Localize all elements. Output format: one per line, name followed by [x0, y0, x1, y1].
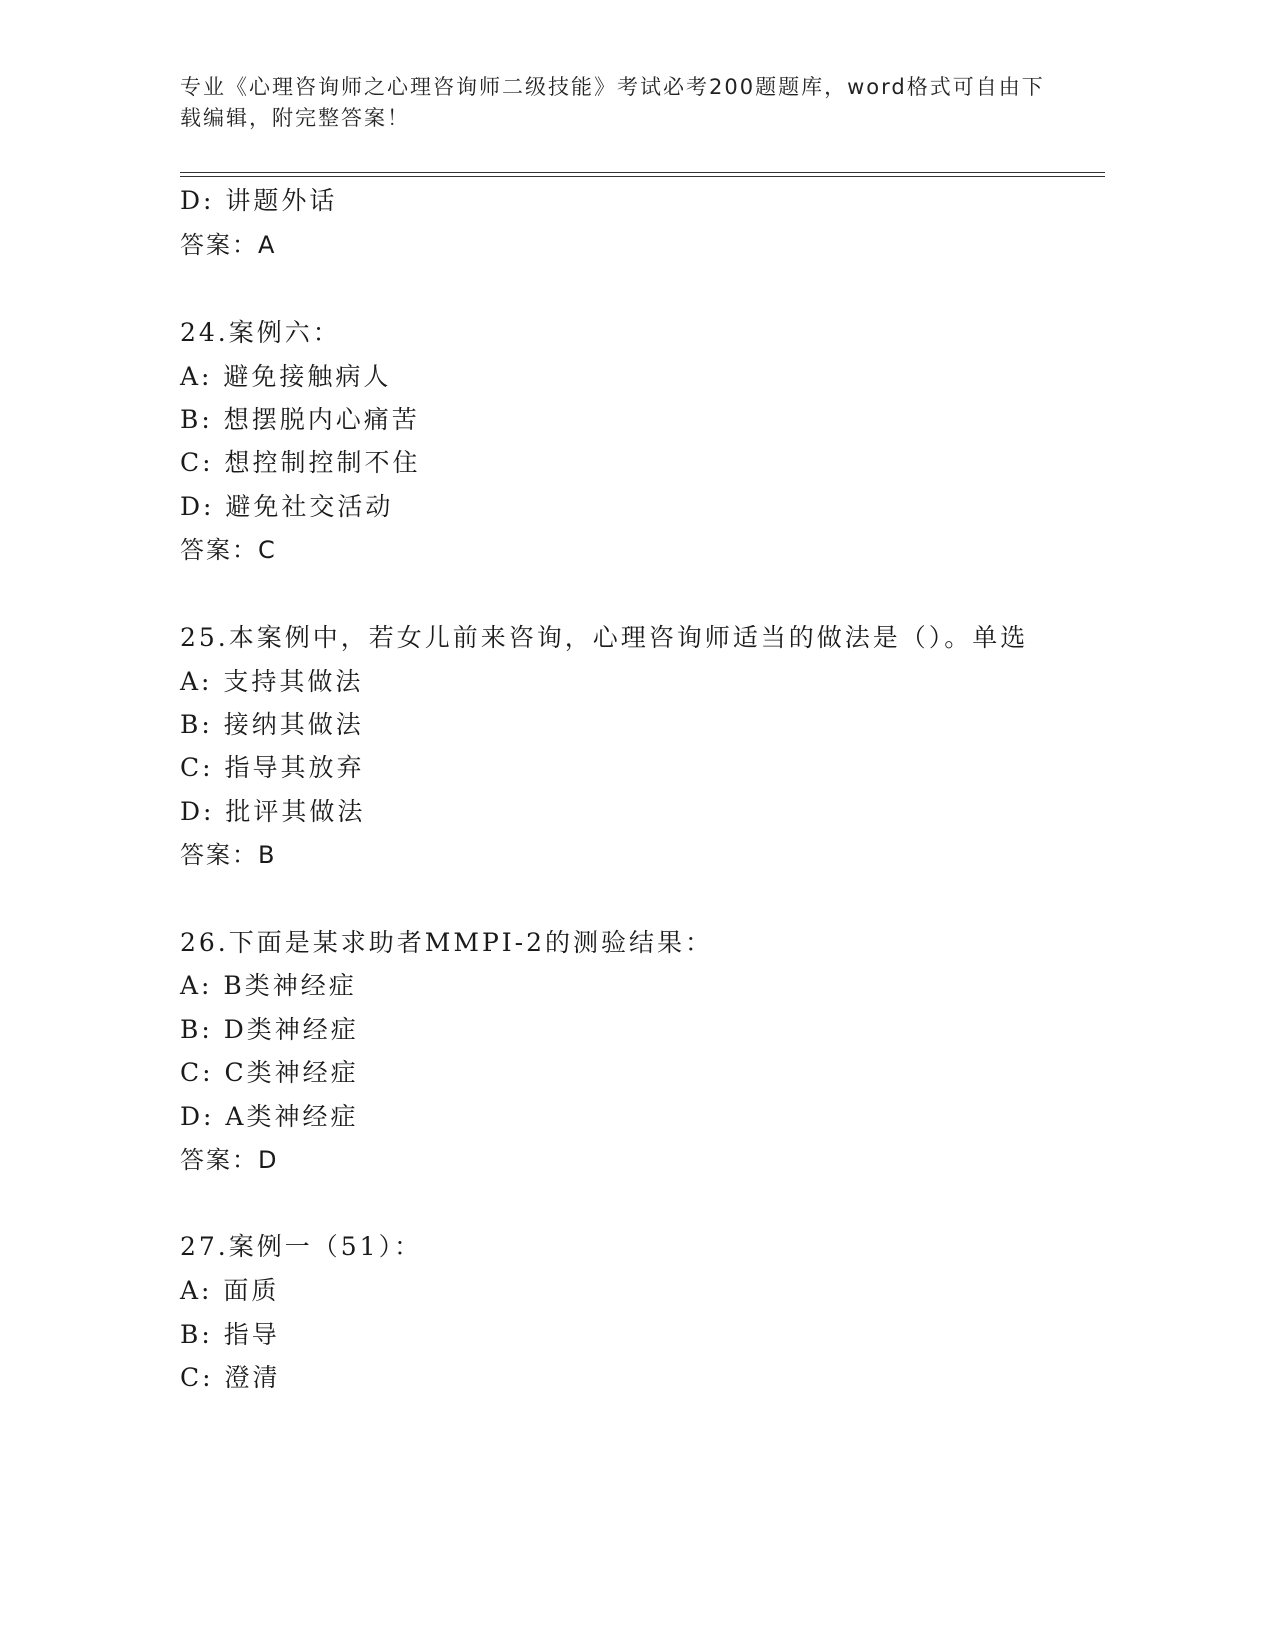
- q26-option-d: D: A类神经症: [180, 1102, 359, 1131]
- q26-stem: 26.下面是某求助者MMPI-2的测验结果：: [180, 928, 714, 957]
- q24-stem: 24.案例六：: [180, 318, 341, 347]
- q23-answer: 答案：A: [180, 231, 277, 259]
- q27-option-b: B: 指导: [180, 1320, 280, 1349]
- q26-option-a: A: B类神经症: [180, 971, 357, 1000]
- q25-option-c: C: 指导其放弃: [180, 753, 365, 782]
- q26-option-b: B: D类神经症: [180, 1015, 359, 1044]
- q25-option-a: A: 支持其做法: [180, 667, 364, 696]
- q24-option-b: B: 想摆脱内心痛苦: [180, 405, 420, 434]
- q24-option-d: D: 避免社交活动: [180, 492, 394, 521]
- q26-option-c: C: C类神经症: [180, 1058, 359, 1087]
- header-divider-top: [180, 172, 1105, 173]
- q24-answer: 答案：C: [180, 536, 277, 564]
- q25-stem: 25.本案例中，若女儿前来咨询，心理咨询师适当的做法是（）。单选: [180, 623, 1029, 652]
- page-header: 专业《心理咨询师之心理咨询师二级技能》考试必考200题题库，word格式可自由下载编辑，附完整答案！: [180, 75, 1045, 130]
- q25-option-b: B: 接纳其做法: [180, 710, 364, 739]
- q27-option-a: A: 面质: [180, 1276, 280, 1305]
- q27-stem: 27.案例一（51）：: [180, 1232, 423, 1261]
- q24-option-a: A: 避免接触病人: [180, 362, 392, 391]
- q25-answer: 答案：B: [180, 841, 277, 869]
- header-divider-bottom: [180, 176, 1105, 177]
- q23-option-d: D: 讲题外话: [180, 186, 338, 215]
- q26-answer: 答案：D: [180, 1146, 279, 1174]
- q27-option-c: C: 澄清: [180, 1363, 281, 1392]
- q24-option-c: C: 想控制控制不住: [180, 448, 421, 477]
- q25-option-d: D: 批评其做法: [180, 797, 366, 826]
